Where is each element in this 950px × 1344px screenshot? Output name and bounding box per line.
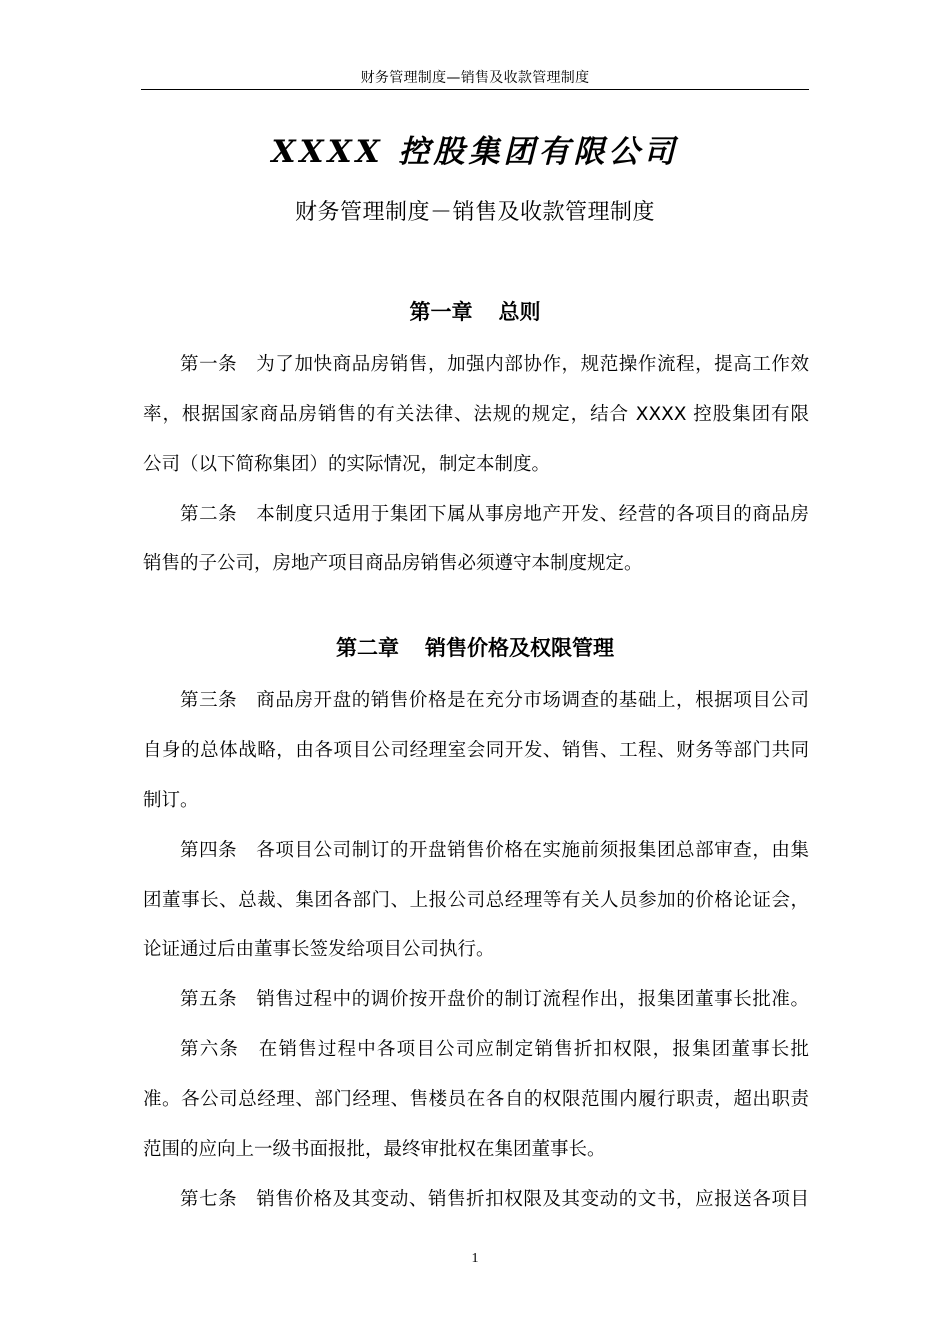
- running-header: 财务管理制度—销售及收款管理制度: [360, 70, 590, 86]
- chapter-number: 第一章: [409, 300, 473, 324]
- company-title: XXXX 控股集团有限公司: [271, 134, 679, 170]
- article-4-line-1: 第四条 各项目公司制订的开盘销售价格在实施前须报集团总部审查，由集: [180, 840, 809, 861]
- article-6-line-2: 准。各公司总经理、部门经理、售楼员在各自的权限范围内履行职责，超出职责: [143, 1089, 809, 1110]
- article-6-line-1: 第六条 在销售过程中各项目公司应制定销售折扣权限，报集团董事长批: [180, 1039, 809, 1060]
- chapter-2-heading: [141, 631, 809, 665]
- article-6-line-3: 范围的应向上一级书面报批，最终审批权在集团董事长。: [143, 1139, 606, 1160]
- chapter-number: 第二章: [336, 636, 399, 660]
- article-3-line-2: 自身的总体战略，由各项目公司经理室会同开发、销售、工程、财务等部门共同: [143, 740, 809, 761]
- header-rule: [141, 89, 809, 90]
- article-2-line-1: 第二条 本制度只适用于集团下属从事房地产开发、经营的各项目的商品房: [180, 504, 809, 525]
- article-1-line-1: 第一条 为了加快商品房销售，加强内部协作，规范操作流程，提高工作效: [180, 354, 809, 375]
- chapter-1-heading: [141, 295, 809, 329]
- article-3-line-3: 制订。: [143, 790, 199, 811]
- document-subtitle: 财务管理制度－销售及收款管理制度: [294, 200, 655, 225]
- article-2-line-2: 销售的子公司，房地产项目商品房销售必须遵守本制度规定。: [143, 553, 643, 574]
- page-number: 1: [471, 1251, 479, 1266]
- article-4-line-2: 团董事长、总裁、集团各部门、上报公司总经理等有关人员参加的价格论证会，: [143, 890, 809, 911]
- article-3-line-1: 第三条 商品房开盘的销售价格是在充分市场调查的基础上，根据项目公司: [180, 690, 809, 711]
- chapter-title: 销售价格及权限管理: [425, 636, 614, 660]
- article-4-line-3: 论证通过后由董事长签发给项目公司执行。: [143, 939, 495, 960]
- chapter-title: 总则: [498, 300, 541, 324]
- article-5-line-1: 第五条 销售过程中的调价按开盘价的制订流程作出，报集团董事长批准。: [180, 989, 809, 1010]
- article-1-line-3: 公司（以下简称集团）的实际情况，制定本制度。: [143, 454, 551, 475]
- article-1-line-2: 率，根据国家商品房销售的有关法律、法规的规定，结合 XXXX 控股集团有限: [143, 404, 809, 425]
- article-7-line-1: 第七条 销售价格及其变动、销售折扣权限及其变动的文书，应报送各项目: [180, 1189, 809, 1210]
